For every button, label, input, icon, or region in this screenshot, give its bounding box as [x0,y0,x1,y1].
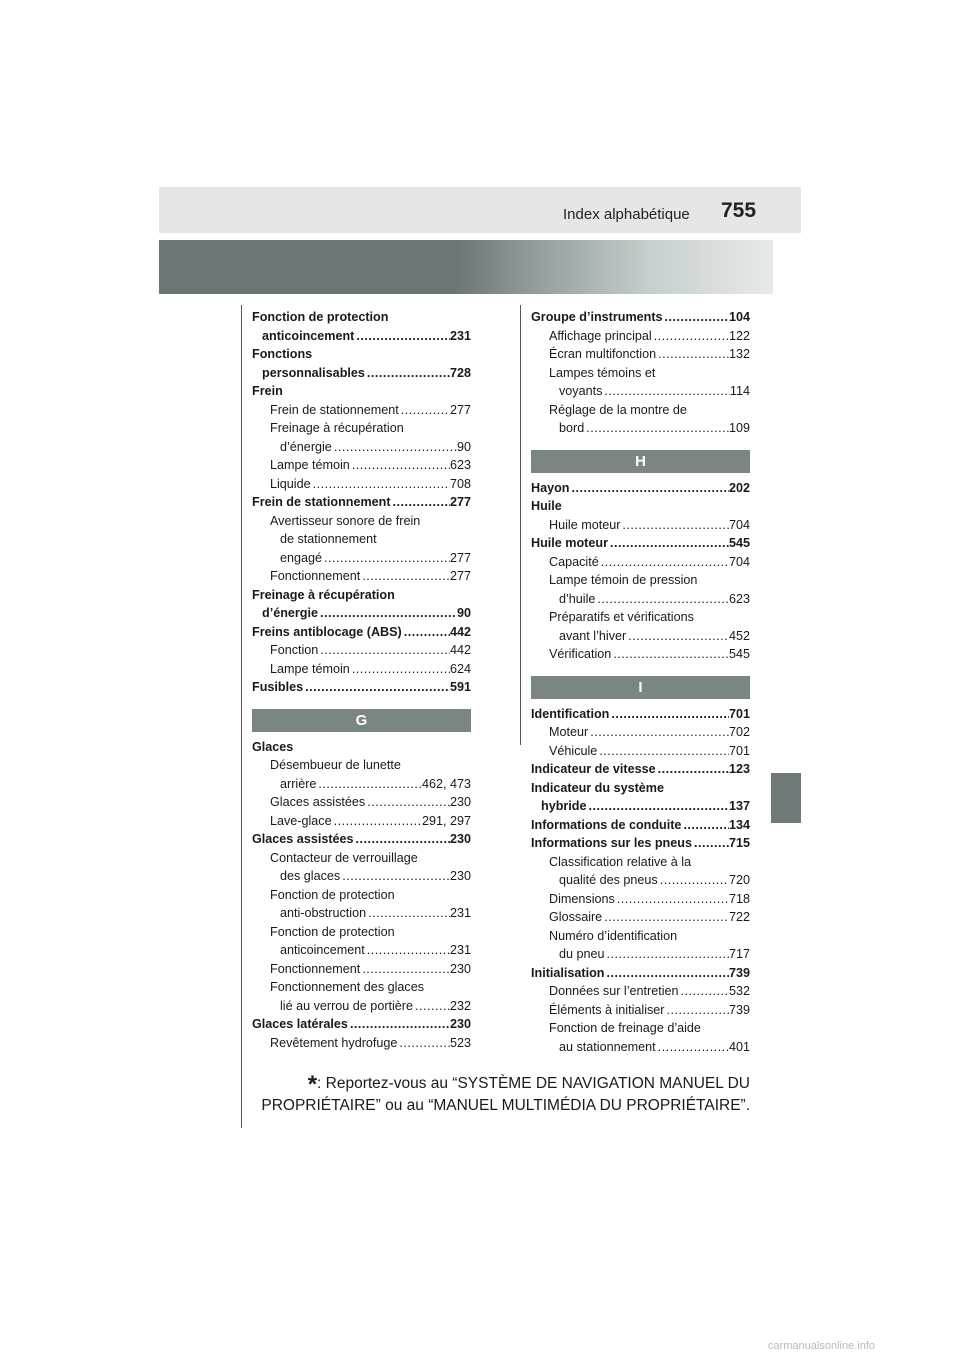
entry-page-ref: 702 [728,725,750,739]
watermark: carmanualsonline.info [768,1340,876,1352]
entry-term: Revêtement hydrofuge [270,1035,398,1050]
entry-term: Frein de stationnement [270,402,399,417]
index-subentry [252,960,471,979]
entry-term: Capacité [549,554,599,569]
entry-term: Avertisseur sonore de frein [270,513,421,528]
dot-leader [399,401,450,420]
entry-page-ref: 114 [729,384,750,398]
entry-term: Éléments à initialiser [549,1002,665,1017]
entry-term: Dimensions [549,891,615,906]
dot-leader [658,871,729,890]
header-banner [159,240,773,294]
dot-leader [311,475,450,494]
entry-term: d’énergie [262,606,318,620]
index-subentry [252,419,471,438]
index-entry [252,586,471,605]
entry-page-ref: 291, 297 [421,813,471,828]
dot-leader [665,1001,729,1020]
entry-page-ref: 701 [728,743,750,758]
entry-term: arrière [280,776,317,791]
dot-leader [605,945,729,964]
entry-page-ref: 232 [449,998,471,1013]
entry-page-ref: 277 [449,569,471,583]
index-subentry [531,853,750,872]
index-entry [531,797,750,816]
footnote-text-1: : Reportez-vous au “SYSTÈME DE NAVIGATION MANUEL DU [317,1075,750,1092]
entry-page-ref: 90 [456,439,471,454]
dot-leader [608,534,729,553]
entry-page-ref: 122 [728,328,750,343]
dot-leader [587,797,729,816]
entry-term: Liquide [270,476,311,491]
index-entry [531,308,750,327]
entry-term: des glaces [280,869,341,883]
entry-term: anticoincement [280,943,365,957]
entry-term: d’huile [559,591,596,606]
footnote-line-1 [260,1071,750,1098]
entry-page-ref: 231 [449,943,471,957]
dot-leader [350,456,450,475]
entry-page-ref: 728 [449,365,471,380]
index-entry [531,816,750,835]
index-subentry [252,812,471,831]
entry-page-ref: 134 [728,817,750,832]
section-thumb-tab [771,773,801,823]
index-subentry [252,641,471,660]
page-header-title: Index alphabétique [563,206,690,223]
dot-leader [588,723,729,742]
index-entry [252,1015,471,1034]
index-subentry [531,908,750,927]
dot-leader [322,549,450,568]
section-letter-i: I [531,676,750,699]
entry-term: anticoincement [262,328,355,343]
dot-leader [663,308,729,327]
entry-term: Numéro d’identification [549,928,678,943]
index-entry [531,834,750,853]
dot-leader [615,890,729,909]
entry-term: Frein de stationnement [252,495,391,509]
dot-leader [656,1038,729,1057]
entry-term: anti-obstruction [280,906,367,920]
index-subentry [252,923,471,942]
entry-term: Fonctions [252,347,313,361]
entry-term: Indicateur de vitesse [531,762,656,776]
entry-page-ref: 401 [728,1039,750,1054]
index-column-left [252,308,471,1052]
dot-leader [413,997,450,1016]
dot-leader [692,834,729,853]
entry-term: Freins antiblocage (ABS) [252,624,402,639]
dot-leader [652,327,729,346]
index-subentry [531,516,750,535]
entry-term: Glaces [252,739,294,754]
entry-term: Huile [531,499,562,513]
index-subentry [531,1001,750,1020]
index-subentry [252,1034,471,1053]
dot-leader [397,1034,450,1053]
index-entry [252,623,471,642]
section-gap [531,664,750,676]
index-subentry [531,553,750,572]
dot-leader [602,908,729,927]
dot-leader [656,345,729,364]
column-divider-left [241,305,242,1128]
entry-page-ref: 230 [449,1017,471,1031]
index-entry [252,345,471,364]
entry-page-ref: 137 [728,799,750,813]
index-subentry [531,571,750,590]
entry-term: Fonction [270,643,319,657]
index-subentry [531,327,750,346]
section-gap [252,697,471,709]
index-column-right [531,308,750,1056]
dot-leader [348,1015,450,1034]
index-subentry [531,419,750,438]
section-gap [531,438,750,450]
entry-term: Glossaire [549,910,603,924]
dot-leader [360,960,450,979]
dot-leader [626,627,729,646]
entry-page-ref: 715 [728,836,750,850]
column-divider-middle [520,305,521,745]
footnote-asterisk: * [307,1071,318,1098]
dot-leader [391,493,450,512]
index-entry [252,308,471,327]
index-subentry [252,867,471,886]
index-subentry [531,945,750,964]
index-entry [252,364,471,383]
entry-page-ref: 230 [449,832,471,846]
entry-page-ref: 523 [449,1035,471,1050]
entry-page-ref: 717 [728,947,750,961]
index-subentry [531,345,750,364]
entry-term: Huile moteur [549,517,621,532]
entry-page-ref: 277 [449,550,471,565]
entry-page-ref: 230 [449,961,471,976]
entry-page-ref: 545 [728,536,750,550]
index-entry [252,327,471,346]
entry-page-ref: 623 [449,458,471,472]
entry-term: Hayon [531,480,570,495]
index-subentry [531,1038,750,1057]
entry-term: lié au verrou de portière [280,998,414,1013]
dot-leader [609,705,729,724]
entry-term: qualité des pneus [559,873,658,887]
dot-leader [354,327,450,346]
dot-leader [570,479,729,498]
index-subentry [252,456,471,475]
dot-leader [365,793,450,812]
entry-page-ref: 462, 473 [421,776,471,791]
entry-term: Réglage de la montre de [549,402,687,417]
index-subentry [252,660,471,679]
index-subentry [531,927,750,946]
entry-page-ref: 708 [449,476,471,491]
index-subentry [252,475,471,494]
entry-term: Classification relative à la [549,854,692,869]
entry-term: voyants [559,384,603,398]
index-subentry [252,756,471,775]
dot-leader [365,364,450,383]
entry-page-ref: 704 [728,554,750,569]
dot-leader [679,982,729,1001]
section-letter-h: H [531,450,750,473]
entry-page-ref: 277 [449,402,471,417]
dot-leader [584,419,729,438]
entry-term: Fonctionnement [270,569,361,583]
entry-term: Indicateur du système [531,780,664,795]
index-entry [531,705,750,724]
entry-term: Lampe témoin de pression [549,573,698,587]
entry-term: Contacteur de verrouillage [270,850,418,865]
index-subentry [252,849,471,868]
index-subentry [252,512,471,531]
index-subentry [252,438,471,457]
dot-leader [360,567,450,586]
entry-page-ref: 532 [728,984,750,998]
index-entry [531,479,750,498]
dot-leader [365,941,450,960]
index-entry [252,830,471,849]
index-entry [531,760,750,779]
index-entry [252,382,471,401]
entry-page-ref: 202 [728,480,750,495]
entry-term: engagé [280,550,323,565]
entry-page-ref: 123 [728,762,750,776]
entry-term: Groupe d’instruments [531,310,663,324]
entry-term: Véhicule [549,743,598,758]
entry-term: Fonctionnement des glaces [270,980,425,994]
entry-term: Désembueur de lunette [270,758,401,772]
index-subentry [531,627,750,646]
index-subentry [252,793,471,812]
dot-leader [366,904,450,923]
footnote-text-2: PROPRIÉTAIRE” ou au “MANUEL MULTIMÉDIA DU PROPRIÉTAIRE”. [261,1097,750,1114]
entry-term: au stationnement [559,1039,656,1054]
dot-leader [656,760,729,779]
index-subentry [531,890,750,909]
entry-term: Fonction de protection [270,887,395,902]
entry-term: Fonction de freinage d’aide [549,1021,701,1035]
index-entry [531,964,750,983]
entry-term: d’énergie [280,439,332,454]
entry-term: bord [559,421,585,435]
entry-page-ref: 718 [728,891,750,906]
entry-term: Lampe témoin [270,661,350,676]
entry-term: Informations sur les pneus [531,836,692,850]
index-subentry [531,1019,750,1038]
dot-leader [402,623,450,642]
entry-term: Affichage principal [549,328,652,343]
index-subentry [252,567,471,586]
index-subentry [531,645,750,664]
index-subentry [531,590,750,609]
index-entry [252,604,471,623]
entry-page-ref: 132 [728,347,750,361]
entry-term: Glaces assistées [270,795,366,809]
entry-page-ref: 109 [728,421,750,435]
footnote [260,1073,750,1116]
entry-page-ref: 231 [449,328,471,343]
dot-leader [595,590,729,609]
header-bar [159,187,801,233]
dot-leader [604,964,729,983]
entry-term: Initialisation [531,965,605,980]
entry-page-ref: 591 [449,680,471,694]
entry-term: hybride [541,799,587,813]
entry-term: Fonction de protection [270,924,395,939]
entry-term: personnalisables [262,365,365,380]
index-entry [252,493,471,512]
entry-page-ref: 442 [449,624,471,639]
entry-page-ref: 623 [728,591,750,606]
entry-page-ref: 739 [728,965,750,980]
entry-page-ref: 720 [728,873,750,887]
index-subentry [531,723,750,742]
entry-term: Vérification [549,647,612,661]
dot-leader [332,438,457,457]
dot-leader [318,604,457,623]
entry-term: Identification [531,706,610,721]
entry-page-ref: 442 [449,643,471,657]
index-entry [531,534,750,553]
index-subentry [531,364,750,383]
dot-leader [354,830,450,849]
index-subentry [252,549,471,568]
entry-page-ref: 722 [728,910,750,924]
index-subentry [252,775,471,794]
index-subentry [531,982,750,1001]
index-entry [531,497,750,516]
index-subentry [252,530,471,549]
index-entry [252,678,471,697]
dot-leader [611,645,729,664]
index-subentry [252,978,471,997]
entry-term: Données sur l’entretien [549,984,679,998]
index-entry [252,738,471,757]
dot-leader [303,678,450,697]
entry-page-ref: 90 [456,606,471,620]
index-subentry [252,997,471,1016]
entry-term: Préparatifs et vérifications [549,610,694,624]
entry-term: Glaces assistées [252,832,354,846]
dot-leader [597,742,729,761]
index-subentry [531,608,750,627]
entry-term: Informations de conduite [531,817,682,832]
entry-term: Glaces latérales [252,1017,348,1031]
entry-page-ref: 230 [449,869,471,883]
entry-page-ref: 231 [449,906,471,920]
entry-term: Freinage à récupération [270,421,404,435]
entry-page-ref: 104 [728,310,750,324]
index-subentry [252,904,471,923]
dot-leader [599,553,729,572]
index-entry [531,779,750,798]
entry-page-ref: 704 [728,517,750,532]
dot-leader [602,382,730,401]
entry-term: avant l’hiver [559,628,627,643]
index-subentry [531,742,750,761]
entry-term: Frein [252,384,283,398]
index-subentry [252,401,471,420]
index-subentry [531,871,750,890]
entry-term: Lave-glace [270,813,332,828]
entry-page-ref: 545 [728,647,750,661]
dot-leader [316,775,422,794]
entry-term: Lampes témoins et [549,365,656,380]
entry-term: Fonction de protection [252,310,389,324]
index-subentry [531,382,750,401]
page-number: 755 [721,199,757,222]
section-letter-g: G [252,709,471,732]
dot-leader [681,816,729,835]
dot-leader [318,641,450,660]
entry-term: Fusibles [252,680,304,694]
index-subentry [252,886,471,905]
index-subentry [252,941,471,960]
entry-term: Fonctionnement [270,961,361,976]
entry-page-ref: 739 [728,1002,750,1017]
dot-leader [620,516,729,535]
entry-term: du pneu [559,947,605,961]
entry-term: Moteur [549,725,589,739]
entry-page-ref: 277 [449,495,471,509]
index-subentry [531,401,750,420]
entry-page-ref: 624 [449,661,471,676]
entry-page-ref: 230 [449,795,471,809]
entry-term: de stationnement [280,532,377,546]
entry-page-ref: 701 [728,706,750,721]
entry-term: Freinage à récupération [252,587,395,602]
dot-leader [350,660,450,679]
entry-page-ref: 452 [728,628,750,643]
dot-leader [340,867,450,886]
entry-term: Lampe témoin [270,458,350,472]
dot-leader [332,812,422,831]
entry-term: Huile moteur [531,536,608,550]
entry-term: Écran multifonction [549,347,657,361]
